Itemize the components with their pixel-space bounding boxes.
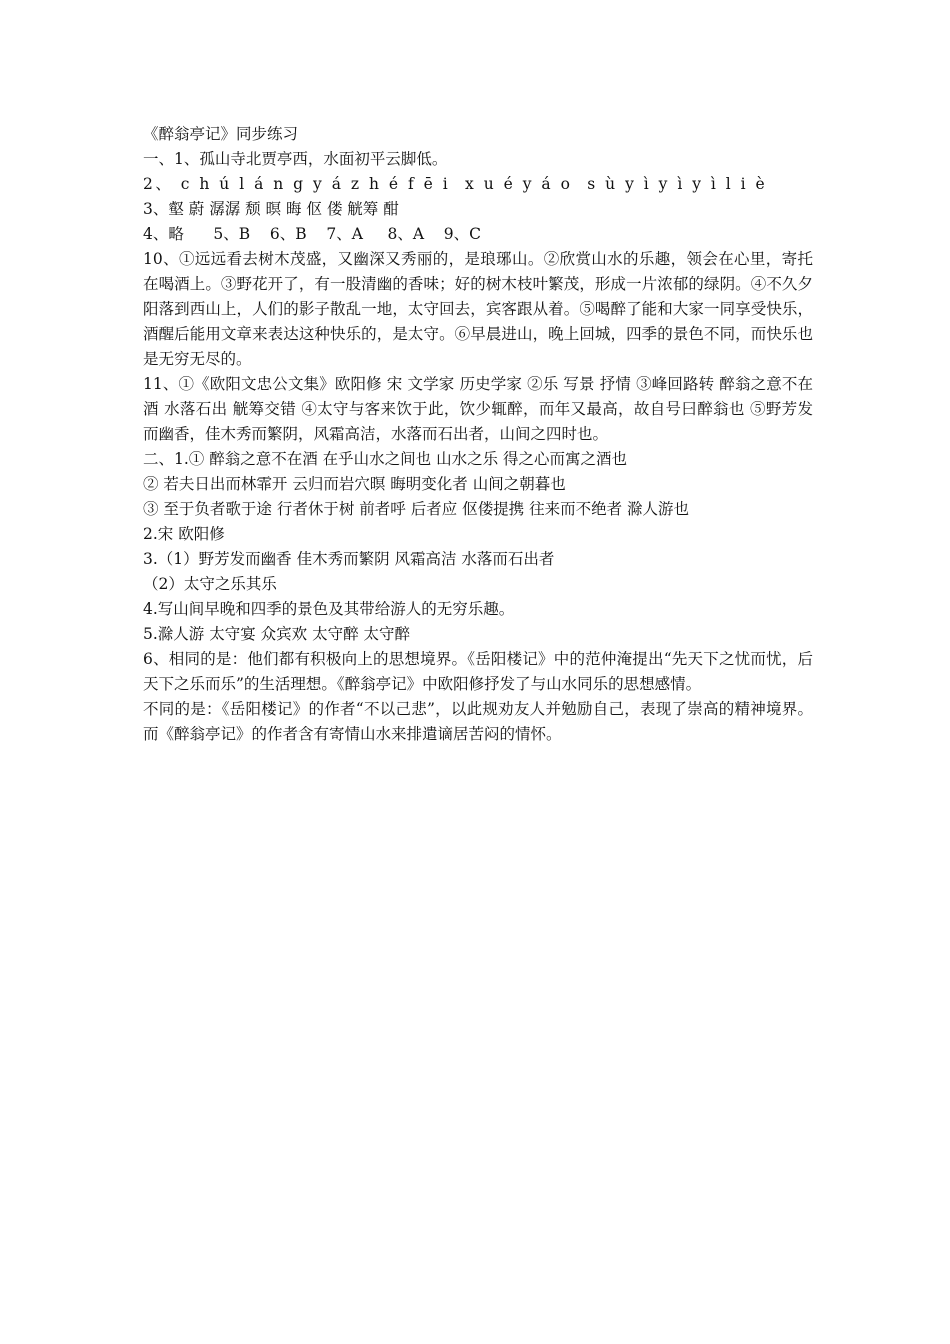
answer-line-2-pinyin: 2、 c h ú l á n g y á z h é f ē i x u é y á o s ù y ì y ì y ì l i è [143, 175, 768, 193]
answer-line-4: 4、略 5、B 6、B 7、A 8、A 9、C [143, 225, 482, 243]
answer-line-section-2-q1-3: ③ 至于负者歌于途 行者休于树 前者呼 后者应 伛偻提携 往来而不绝者 滁人游也 [143, 500, 689, 518]
answer-line-section-2-q2: 2.宋 欧阳修 [143, 525, 225, 543]
answer-line-section-2-q5: 5.滁人游 太守宴 众宾欢 太守醉 太守醉 [143, 625, 410, 643]
answer-paragraph-section-2-q6-different: 不同的是：《岳阳楼记》的作者“不以己悲”，以此规劝友人并勉励自己，表现了崇高的精神境界。而《醉翁亭记》的作者含有寄情山水来排遣谪居苦闷的情怀。 [143, 700, 813, 743]
answer-paragraph-section-2-q6-same: 6、相同的是：他们都有积极向上的思想境界。《岳阳楼记》中的范仲淹提出“先天下之忧而忧，后天下之乐而乐”的生活理想。《醉翁亭记》中欧阳修抒发了与山水同乐的思想感情。 [143, 650, 813, 693]
answer-line-section-2-q3-2: （2）太守之乐其乐 [143, 575, 277, 593]
answer-line-section-2-q1-2: ② 若夫日出而林霏开 云归而岩穴暝 晦明变化者 山间之朝暮也 [143, 475, 566, 493]
document-title: 《醉翁亭记》同步练习 [143, 125, 299, 143]
document-body [143, 122, 813, 747]
answer-line-3: 3、壑 蔚 潺潺 颓 暝 晦 伛 偻 觥筹 酣 [143, 200, 399, 218]
answer-line-section-2-q3-1: 3.（1）野芳发而幽香 佳木秀而繁阴 风霜高洁 水落而石出者 [143, 550, 555, 568]
answer-line-section-2-q1-1: 二、1.① 醉翁之意不在酒 在乎山水之间也 山水之乐 得之心而寓之酒也 [143, 450, 627, 468]
answer-line-1: 一、1、孤山寺北贾亭西，水面初平云脚低。 [143, 150, 448, 168]
answer-paragraph-11: 11、①《欧阳文忠公文集》欧阳修 宋 文学家 历史学家 ②乐 写景 抒情 ③峰回路转 醉翁之意不在酒 水落石出 觥筹交错 ④太守与客来饮于此，饮少辄醉，而年又最高，故自号曰醉翁也 ⑤野芳发而幽香，佳木秀而繁阴，风霜高洁，水落而石出者，山间之四时也。 [143, 375, 813, 443]
answer-paragraph-10: 10、①远远看去树木茂盛，又幽深又秀丽的，是琅琊山。②欣赏山水的乐趣，领会在心里，寄托在喝酒上。③野花开了，有一股清幽的香味；好的树木枝叶繁茂，形成一片浓郁的绿阴。④不久夕阳落到西山上，人们的影子散乱一地，太守回去，宾客跟从着。⑤喝醉了能和大家一同享受快乐，酒醒后能用文章来表达这种快乐的，是太守。⑥早晨进山，晚上回城，四季的景色不同，而快乐也是无穷无尽的。 [143, 250, 813, 368]
answer-line-section-2-q4: 4.写山间早晚和四季的景色及其带给游人的无穷乐趣。 [143, 600, 515, 618]
